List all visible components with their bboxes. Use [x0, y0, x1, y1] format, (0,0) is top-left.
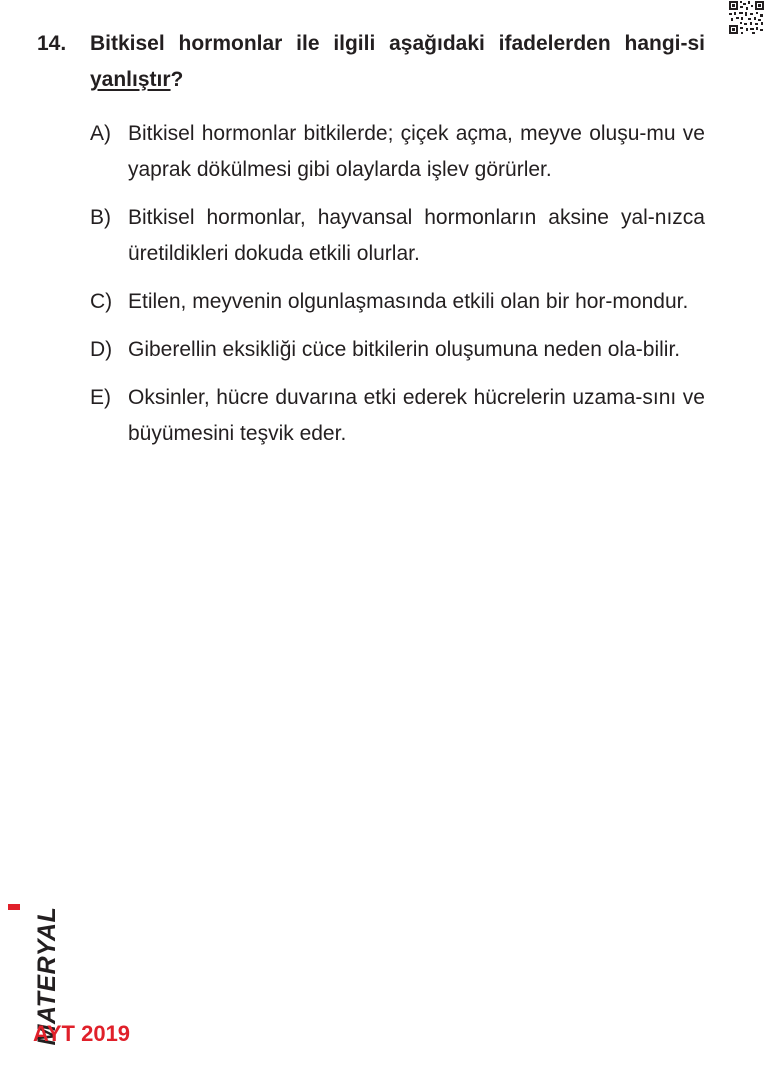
- side-label: MATERYAL: [33, 906, 61, 1046]
- exam-tag: AYT 2019: [33, 1021, 131, 1046]
- option-e[interactable]: [90, 380, 705, 452]
- answer-options: [90, 116, 705, 464]
- option-b[interactable]: [90, 200, 705, 272]
- question-number: 14.: [37, 32, 67, 55]
- question-mark: ?: [170, 68, 184, 91]
- option-letter: C): [90, 290, 113, 313]
- option-text: Oksinler, hücre duvarına etki ederek hücrelerin uzama-sını ve büyümesini teşvik eder.: [128, 386, 705, 445]
- qr-code-icon[interactable]: [728, 0, 765, 36]
- option-a[interactable]: [90, 116, 705, 188]
- option-letter: A): [90, 122, 111, 145]
- option-text: Giberellin eksikliği cüce bitkilerin oluşumuna neden ola-bilir.: [128, 338, 681, 361]
- option-letter: B): [90, 206, 111, 229]
- question-text: Bitkisel hormonlar ile ilgili aşağıdaki ifadelerden hangi-si: [90, 32, 705, 55]
- option-letter: D): [90, 338, 113, 361]
- option-text: Bitkisel hormonlar bitkilerde; çiçek açma, meyve oluşu-mu ve yaprak dökülmesi gibi olaylarda işlev görürler.: [128, 122, 705, 181]
- option-d[interactable]: [90, 332, 705, 368]
- side-accent-mark: [8, 904, 20, 910]
- option-text: Etilen, meyvenin olgunlaşmasında etkili olan bir hor-mondur.: [128, 290, 689, 313]
- question-keyword: yanlıştır: [90, 68, 171, 91]
- option-letter: E): [90, 386, 111, 409]
- question-stem: [90, 26, 705, 98]
- option-c[interactable]: [90, 284, 705, 320]
- option-text: Bitkisel hormonlar, hayvansal hormonların aksine yal-nızca üretildikleri dokuda etkili olurlar.: [128, 206, 705, 265]
